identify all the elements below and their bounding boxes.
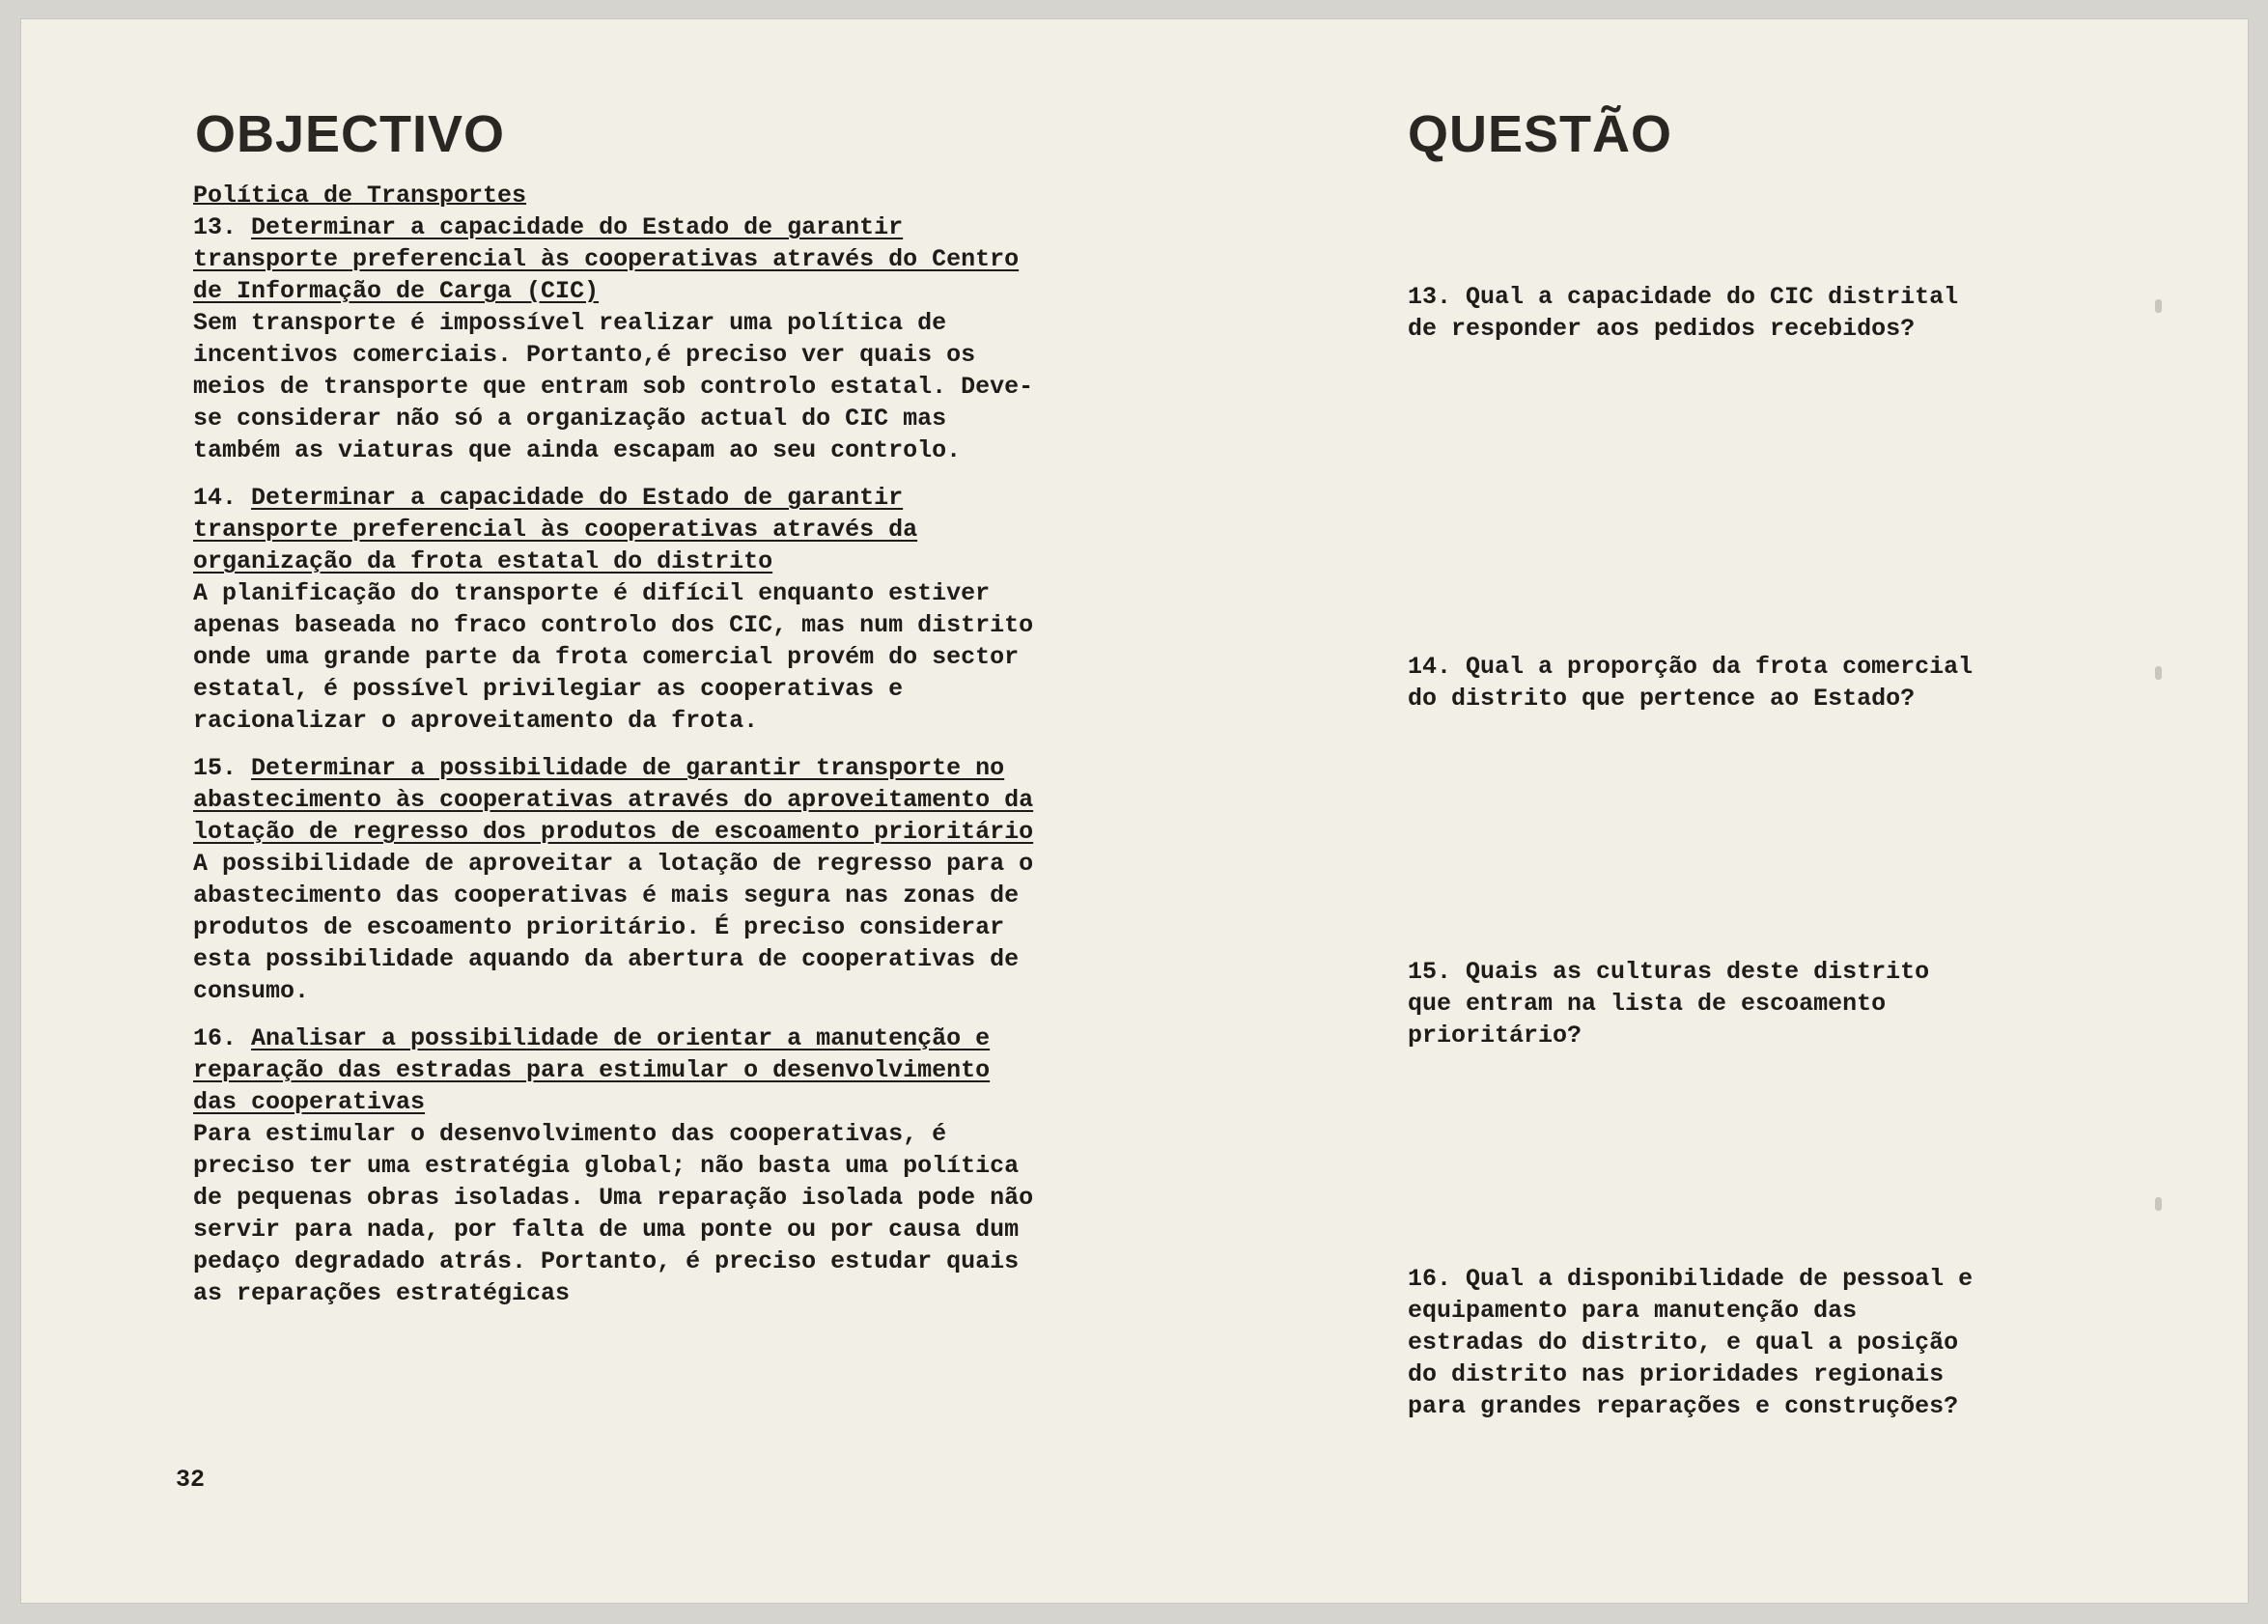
question-15: 15. Quais as culturas deste distrito que entram na lista de escoamento prioritário?	[1408, 958, 1930, 1050]
item-body: A possibilidade de aproveitar a lotação de regresso para o abastecimento das cooperativas é mais segura nas zonas de produtos de escoamento prioritário. É preciso considerar esta possibilidade aquando da abertura de cooperativas de consumo.	[193, 850, 1034, 1005]
section-title: Política de Transportes	[193, 182, 527, 210]
item-title: Analisar a possibilidade de orientar a manutenção e reparação das estradas para estimular o desenvolvimento das cooperativas	[193, 1024, 991, 1116]
question-14: 14. Qual a proporção da frota comercial do distrito que pertence ao Estado?	[1408, 653, 1974, 713]
page-number: 32	[176, 1466, 206, 1494]
item-body: A planificação do transporte é difícil enquanto estiver apenas baseada no fraco controlo dos CIC, mas num distrito onde uma grande parte da frota comercial provém do sector estatal, é possível privilegiar as cooperativas e racionalizar o aproveitamento da frota.	[193, 579, 1034, 735]
item-body: Para estimular o desenvolvimento das cooperativas, é preciso ter uma estratégia global; não basta uma política de pequenas obras isoladas. Uma reparação isolada pode não servir para nada, por falta de uma ponte ou por causa dum pedaço degradado atrás. Portanto, é preciso estudar quais as reparações estratégicas	[193, 1120, 1034, 1307]
punch-hole-mark	[2155, 1197, 2162, 1211]
question-13: 13. Qual a capacidade do CIC distrital de responder aos pedidos recebidos?	[1408, 283, 1959, 343]
item-number: 14.	[193, 484, 238, 512]
objective-item-14	[193, 482, 1043, 737]
item-number: 16.	[193, 1024, 238, 1052]
item-body: Sem transporte é impossível realizar uma política de incentivos comerciais. Portanto,é preciso ver quais os meios de transporte que entram sob controlo estatal. Deve-se considerar não só a organização actual do CIC mas também as viaturas que ainda escapam ao seu controlo.	[193, 309, 1034, 464]
item-number: 13.	[193, 213, 238, 241]
punch-hole-mark	[2155, 666, 2162, 680]
item-number: 15.	[193, 754, 238, 782]
item-title: Determinar a capacidade do Estado de garantir transporte preferencial às cooperativas através do Centro de Informação de Carga (CIC)	[193, 213, 1020, 305]
objective-item-16	[193, 1022, 1043, 1309]
objective-item-13	[193, 211, 1043, 466]
objective-column	[193, 180, 1043, 1309]
question-16: 16. Qual a disponibilidade de pessoal e equipamento para manutenção das estradas do distrito, e qual a posição do distrito nas prioridades regionais para grandes reparações e construções?	[1408, 1265, 1974, 1420]
question-heading: QUESTÃO	[1408, 105, 1673, 163]
item-title: Determinar a possibilidade de garantir transporte no abastecimento às cooperativas através do aproveitamento da lotação de regresso dos produtos de escoamento prioritário	[193, 754, 1034, 846]
objective-heading: OBJECTIVO	[195, 105, 506, 163]
objective-item-15	[193, 752, 1043, 1007]
item-title: Determinar a capacidade do Estado de garantir transporte preferencial às cooperativas através da organização da frota estatal do distrito	[193, 484, 918, 575]
punch-hole-mark	[2155, 299, 2162, 313]
